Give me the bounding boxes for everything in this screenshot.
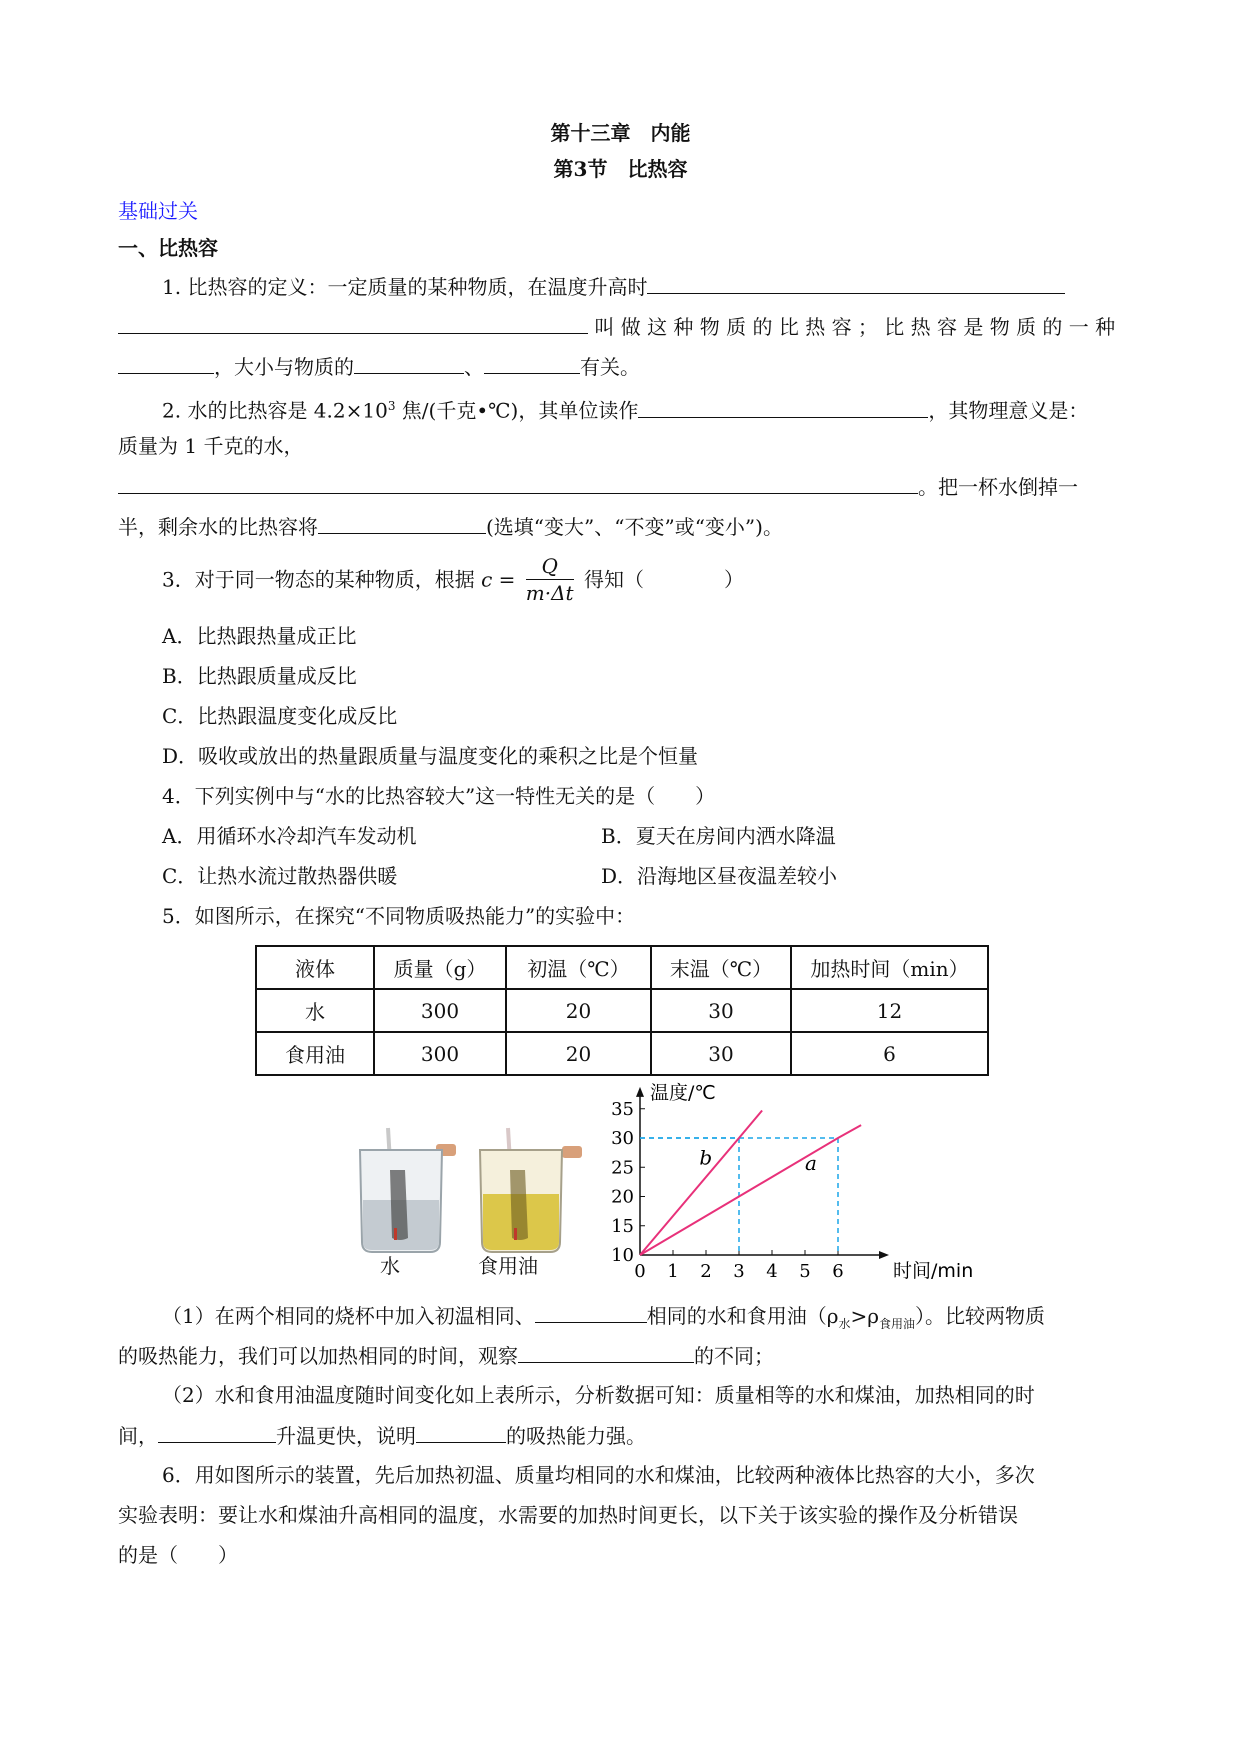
q1-blank-2[interactable] [118, 353, 214, 374]
q3-option-b[interactable]: B．比热跟质量成反比 [162, 664, 357, 688]
q4-option-c[interactable]: C．让热水流过散热器供暖 [162, 864, 398, 888]
q3-option-a[interactable]: A．比热跟热量成正比 [162, 624, 357, 648]
x-tick-label: 2 [700, 1261, 712, 1282]
q2-blank-2[interactable] [118, 473, 918, 494]
q3-option-c[interactable]: C．比热跟温度变化成反比 [162, 704, 398, 728]
q1-line3: ，大小与物质的 、 有关。 [118, 353, 640, 380]
section-label: 基础过关 [118, 199, 198, 223]
q4-option-b[interactable]: B．夏天在房间内洒水降温 [601, 824, 836, 848]
section-title: 第3节 比热容 [553, 157, 688, 181]
series-label-a: a [805, 1151, 817, 1176]
q5-blank-1[interactable] [535, 1302, 647, 1323]
temperature-time-chart [600, 1075, 974, 1290]
table-cell: 水 [256, 989, 374, 1032]
q5-blank-3[interactable] [158, 1422, 276, 1443]
q1-blank-1b[interactable] [118, 313, 588, 334]
x-tick-label: 1 [667, 1261, 679, 1282]
x-tick-label: 6 [832, 1261, 844, 1282]
q1-line2: 叫 做 这 种 物 质 的 比 热 容 ； 比 热 容 是 物 质 的 一 种 [118, 313, 1115, 340]
y-tick-label: 25 [611, 1157, 634, 1179]
table-cell: 20 [506, 1032, 651, 1075]
q4-option-d[interactable]: D．沿海地区昼夜温差较小 [601, 864, 838, 888]
oil-beaker-image [470, 1110, 590, 1260]
experiment-table [255, 945, 989, 1076]
q2-line4: 半，剩余水的比热容将 (选填“变大”、“不变”或“变小”)。 [118, 515, 783, 539]
q5-stem: 5．如图所示，在探究“不同物质吸热能力”的实验中： [162, 904, 636, 928]
q6-line3: 的是（ ） [118, 1543, 238, 1567]
table-cell: 30 [651, 1032, 791, 1075]
y-tick-label: 15 [611, 1215, 634, 1237]
table-cell: 300 [374, 989, 506, 1032]
y-tick-label: 20 [611, 1186, 634, 1208]
oil-beaker-label: 食用油 [478, 1254, 538, 1278]
table-row [256, 989, 988, 1032]
table-cell: 30 [651, 989, 791, 1032]
table-cell: 12 [791, 989, 988, 1032]
table-header: 末温（℃） [651, 946, 791, 989]
x-tick-label: 3 [733, 1261, 745, 1282]
q3-stem: 3．对于同一物态的某种物质，根据 c = $\frac{Q}{m\cdot\Delta t}$ 得知（ ） [162, 554, 744, 605]
water-beaker-label: 水 [380, 1254, 400, 1278]
q5-blank-2[interactable] [518, 1342, 694, 1363]
series-line-a [640, 1125, 861, 1255]
x-axis-label: 时间/min [893, 1260, 974, 1282]
q5-part1-line2: 的吸热能力，我们可以加热相同的时间，观察 的不同； [118, 1344, 774, 1368]
q5-part2-line1: （2）水和食用油温度随时间变化如上表所示，分析数据可知：质量相等的水和煤油，加热相同的时 [162, 1383, 1035, 1407]
x-tick-label: 0 [634, 1261, 646, 1282]
y-tick-label: 10 [611, 1245, 634, 1266]
table-cell: 6 [791, 1032, 988, 1075]
y-tick-label: 35 [611, 1098, 634, 1120]
y-axis-label: 温度/℃ [650, 1081, 716, 1104]
q2-blank-1[interactable] [638, 397, 928, 418]
y-axis-arrow [636, 1087, 644, 1097]
table-header: 初温（℃） [506, 946, 651, 989]
table-cell: 20 [506, 989, 651, 1032]
y-tick-label: 30 [611, 1128, 634, 1149]
q4-option-a[interactable]: A．用循环水冷却汽车发动机 [162, 824, 417, 848]
q6-line1: 6．用如图所示的装置，先后加热初温、质量均相同的水和煤油，比较两种液体比热容的大小，多次 [162, 1463, 1035, 1487]
q2-line2: 质量为 1 千克的水， [118, 434, 304, 458]
q2-line1: 2. 水的比热容是 $4.2\times 10^3$ 焦/(千克•℃)，其单位读作 ，其物理意义是： [162, 398, 1089, 423]
q5-part2-line2: 间， 升温更快，说明 的吸热能力强。 [118, 1424, 646, 1448]
table-header: 加热时间（min） [791, 946, 988, 989]
x-tick-label: 5 [799, 1261, 811, 1282]
q5-blank-4[interactable] [416, 1422, 506, 1443]
q1-blank-3[interactable] [354, 353, 464, 374]
q5-part1-line1: （1）在两个相同的烧杯中加入初温相同、 相同的水和食用油$(\rho_水>\rho_{食用油})$。比较两物质 [162, 1304, 1046, 1331]
part-title: 一、比热容 [118, 236, 218, 260]
table-row [256, 1032, 988, 1075]
q1-blank-4[interactable] [484, 353, 580, 374]
specific-heat-formula: $\frac{Q}{m\cdot\Delta t}$ [525, 554, 574, 605]
q1-blank-1[interactable] [647, 273, 1065, 294]
q3-option-d[interactable]: D．吸收或放出的热量跟质量与温度变化的乘积之比是个恒量 [162, 744, 699, 768]
series-label-b: b [699, 1145, 713, 1170]
table-header-row [256, 946, 988, 989]
series-line-b [640, 1111, 762, 1255]
q6-line2: 实验表明：要让水和煤油升高相同的温度，水需要的加热时间更长，以下关于该实验的操作及分析错误 [118, 1503, 1018, 1527]
q4-stem: 4．下列实例中与“水的比热容较大”这一特性无关的是（ ） [162, 784, 716, 808]
q2-line3: 。把一杯水倒掉一 [118, 473, 1078, 500]
water-beaker-image [350, 1110, 460, 1260]
q1-line1: 1. 比热容的定义：一定质量的某种物质，在温度升高时 [162, 273, 1065, 300]
chapter-title: 第十三章 内能 [550, 121, 691, 145]
x-axis-arrow [879, 1251, 889, 1259]
q2-blank-3[interactable] [318, 513, 486, 534]
table-header: 质量（g） [374, 946, 506, 989]
table-cell: 300 [374, 1032, 506, 1075]
table-header: 液体 [256, 946, 374, 989]
table-cell: 食用油 [256, 1032, 374, 1075]
x-tick-label: 4 [766, 1261, 778, 1282]
